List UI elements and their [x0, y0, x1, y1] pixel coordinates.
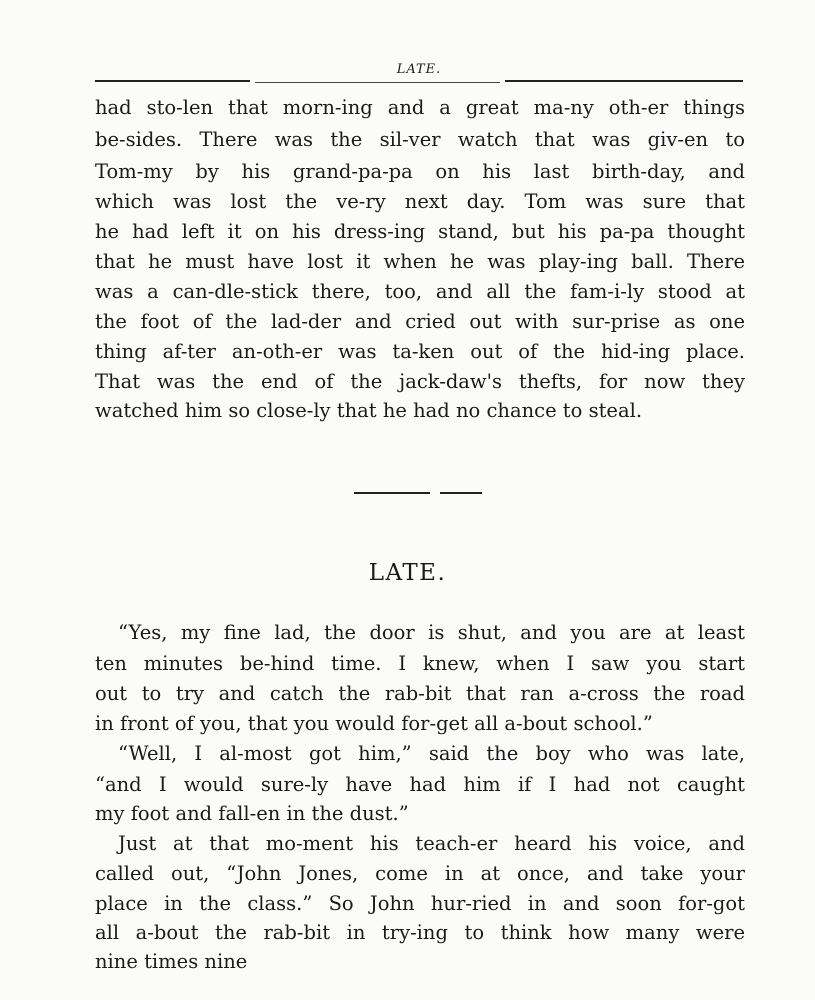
running-head — [95, 60, 743, 82]
divider-rule — [354, 492, 430, 494]
text-line: in front of you, that you would for-get all a-bout school.” — [95, 712, 653, 735]
section-divider — [354, 490, 482, 496]
text-line: all a-bout the rab-bit in try-ing to think how many were — [95, 921, 745, 944]
text-line: watched him so close-ly that he had no chance to steal. — [95, 399, 643, 422]
story-heading: LATE. — [368, 560, 447, 586]
text-line: be-sides. There was the sil-ver watch that was giv-en to — [95, 128, 745, 151]
text-line: Tom-my by his grand-pa-pa on his last birth-day, and — [95, 160, 745, 183]
text-line: nine times nine — [95, 950, 248, 973]
text-line: place in the class.” So John hur-ried in and soon for-got — [95, 892, 745, 915]
text-line: had sto-len that morn-ing and a great ma-ny oth-er things — [95, 96, 745, 119]
text-line: That was the end of the jack-daw's thefts, for now they — [95, 370, 745, 393]
running-head-rule-right — [505, 80, 743, 82]
text-line: he had left it on his dress-ing stand, but his pa-pa thought — [95, 220, 745, 243]
running-head-rule-middle — [255, 82, 500, 83]
text-line: thing af-ter an-oth-er was ta-ken out of the hid-ing place. — [95, 340, 745, 363]
text-line: Just at that mo-ment his teach-er heard his voice, and — [118, 832, 745, 855]
text-line: “Yes, my fine lad, the door is shut, and you are at least — [118, 621, 745, 644]
text-line: which was lost the ve-ry next day. Tom was sure that — [95, 190, 745, 213]
text-line: “Well, I al-most got him,” said the boy who was late, — [118, 742, 745, 765]
text-line: that he must have lost it when he was play-ing ball. There — [95, 250, 745, 273]
text-line: my foot and fall-en in the dust.” — [95, 802, 409, 825]
text-line: out to try and catch the rab-bit that ran a-cross the road — [95, 682, 745, 705]
running-head-title: LATE. — [396, 62, 442, 77]
text-line: the foot of the lad-der and cried out with sur-prise as one — [95, 310, 745, 333]
text-line: ten minutes be-hind time. I knew, when I saw you start — [95, 652, 745, 675]
text-line: called out, “John Jones, come in at once, and take your — [95, 862, 745, 885]
running-head-rule-left — [95, 80, 250, 82]
text-line: “and I would sure-ly have had him if I had not caught — [95, 773, 745, 796]
text-line: was a can-dle-stick there, too, and all the fam-i-ly stood at — [95, 280, 745, 303]
divider-rule — [440, 492, 482, 494]
